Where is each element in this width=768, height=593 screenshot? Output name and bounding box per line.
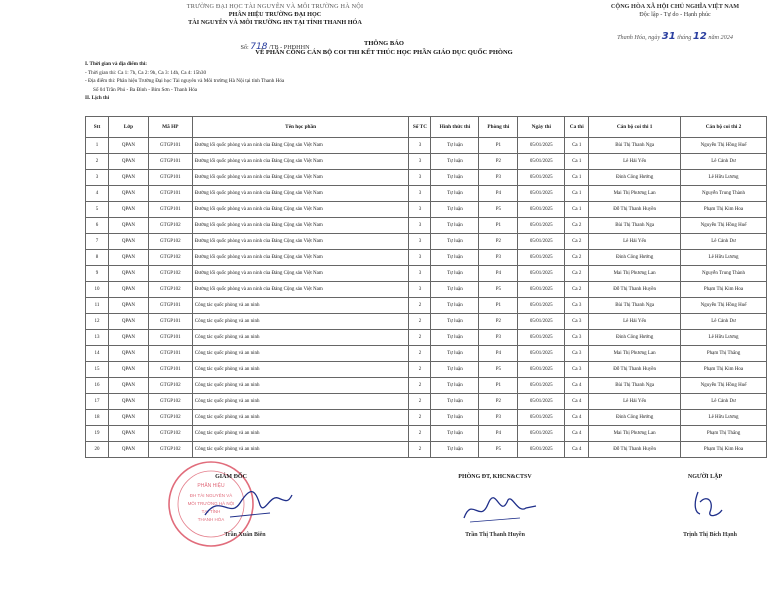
table-cell: GTGP101 <box>148 330 192 346</box>
table-cell: 7 <box>86 234 109 250</box>
table-cell: Ca 4 <box>565 410 589 426</box>
table-cell: Tự luận <box>431 362 479 378</box>
table-cell: Đường lối quốc phòng và an ninh của Đảng Cộng sản Việt Nam <box>192 154 409 170</box>
table-cell: Nguyễn Thị Hồng Huế <box>681 298 767 314</box>
table-cell: Mai Thị Phương Lan <box>589 426 681 442</box>
table-cell: 2 <box>409 330 431 346</box>
table-cell: QPAN <box>108 202 148 218</box>
table-cell: Bùi Thị Thanh Nga <box>589 298 681 314</box>
table-cell: Phạm Thị Kim Hoa <box>681 362 767 378</box>
table-cell: Lê Hữu Lương <box>681 170 767 186</box>
table-row <box>86 346 767 362</box>
table-cell: P1 <box>479 378 518 394</box>
table-cell: 05/01/2025 <box>518 234 565 250</box>
table-row <box>86 202 767 218</box>
table-cell: Công tác quốc phòng và an ninh <box>192 346 409 362</box>
table-cell: Nguyễn Trung Thành <box>681 266 767 282</box>
table-cell: P3 <box>479 410 518 426</box>
table-cell: Đường lối quốc phòng và an ninh của Đảng Cộng sản Việt Nam <box>192 186 409 202</box>
table-cell: Ca 2 <box>565 234 589 250</box>
table-cell: P2 <box>479 314 518 330</box>
table-cell: 2 <box>409 346 431 362</box>
table-cell: Bùi Thị Thanh Nga <box>589 218 681 234</box>
table-cell: GTGP102 <box>148 394 192 410</box>
column-header: Cán bộ coi thi 1 <box>589 117 681 138</box>
table-cell: 05/01/2025 <box>518 346 565 362</box>
table-cell: P4 <box>479 186 518 202</box>
table-cell: 05/01/2025 <box>518 186 565 202</box>
table-cell: Ca 2 <box>565 282 589 298</box>
table-cell: 2 <box>86 154 109 170</box>
svg-text:THANH HÓA: THANH HÓA <box>197 517 225 522</box>
table-cell: 3 <box>409 202 431 218</box>
table-cell: 05/01/2025 <box>518 314 565 330</box>
table-cell: Phạm Thị Thắng <box>681 346 767 362</box>
table-cell: GTGP101 <box>148 138 192 154</box>
table-cell: Ca 3 <box>565 314 589 330</box>
table-cell: Đường lối quốc phòng và an ninh của Đảng Cộng sản Việt Nam <box>192 266 409 282</box>
table-cell: Đường lối quốc phòng và an ninh của Đảng Cộng sản Việt Nam <box>192 234 409 250</box>
nation-name: CỘNG HÒA XÃ HỘI CHỦ NGHĨA VIỆT NAM <box>610 3 740 10</box>
department-signer-name: Trần Thị Thanh Huyền <box>465 532 525 538</box>
table-cell: 05/01/2025 <box>518 218 565 234</box>
table-cell: Công tác quốc phòng và an ninh <box>192 410 409 426</box>
table-cell: 2 <box>409 298 431 314</box>
table-cell: GTGP101 <box>148 170 192 186</box>
table-cell: 05/01/2025 <box>518 410 565 426</box>
table-cell: 05/01/2025 <box>518 170 565 186</box>
exam-address: Số 04 Trần Phú - Ba Đình - Bỉm Sơn - Thanh Hóa <box>93 86 198 93</box>
table-cell: QPAN <box>108 410 148 426</box>
table-cell: QPAN <box>108 234 148 250</box>
table-cell: QPAN <box>108 218 148 234</box>
table-cell: 05/01/2025 <box>518 154 565 170</box>
svg-text:ĐH TÀI NGUYÊN VÀ: ĐH TÀI NGUYÊN VÀ <box>189 493 233 498</box>
table-cell: QPAN <box>108 186 148 202</box>
branch-name: PHÂN HIỆU TRƯỜNG ĐẠI HỌC <box>228 11 322 18</box>
table-cell: 20 <box>86 442 109 458</box>
table-cell: QPAN <box>108 426 148 442</box>
section-1-heading: I. Thời gian và địa điểm thi: <box>85 61 148 67</box>
table-cell: QPAN <box>108 170 148 186</box>
table-cell: 05/01/2025 <box>518 442 565 458</box>
table-cell: 3 <box>409 138 431 154</box>
table-cell: 3 <box>409 234 431 250</box>
table-cell: Tự luận <box>431 330 479 346</box>
table-cell: GTGP102 <box>148 234 192 250</box>
table-cell: Lê Cảnh Dư <box>681 234 767 250</box>
table-cell: Ca 3 <box>565 298 589 314</box>
table-cell: P4 <box>479 346 518 362</box>
exam-time: - Thời gian thi: Ca 1: 7h, Ca 2: 9h, Ca 3: 14h, Ca 4: 15h30 <box>85 69 207 76</box>
table-cell: Đường lối quốc phòng và an ninh của Đảng Cộng sản Việt Nam <box>192 202 409 218</box>
table-cell: Tự luận <box>431 234 479 250</box>
table-cell: QPAN <box>108 394 148 410</box>
table-cell: Ca 1 <box>565 138 589 154</box>
document-number: Số: 718 /TB - PHĐHHN <box>240 42 310 52</box>
table-cell: QPAN <box>108 330 148 346</box>
table-cell: P3 <box>479 330 518 346</box>
table-cell: 05/01/2025 <box>518 378 565 394</box>
table-cell: 05/01/2025 <box>518 138 565 154</box>
table-cell: Ca 3 <box>565 362 589 378</box>
table-cell: Tự luận <box>431 282 479 298</box>
table-cell: Tự luận <box>431 394 479 410</box>
column-header: Hình thức thi <box>431 117 479 138</box>
table-cell: Bùi Thị Thanh Nga <box>589 378 681 394</box>
table-cell: Công tác quốc phòng và an ninh <box>192 378 409 394</box>
table-cell: 3 <box>409 218 431 234</box>
table-cell: 1 <box>86 138 109 154</box>
table-cell: Công tác quốc phòng và an ninh <box>192 298 409 314</box>
table-cell: 05/01/2025 <box>518 282 565 298</box>
table-cell: Đỗ Thị Thanh Huyền <box>589 362 681 378</box>
table-cell: GTGP102 <box>148 282 192 298</box>
table-cell: Ca 3 <box>565 346 589 362</box>
table-cell: P5 <box>479 442 518 458</box>
table-cell: Ca 4 <box>565 426 589 442</box>
preparer-title: NGƯỜI LẬP <box>687 474 723 480</box>
table-cell: 2 <box>409 314 431 330</box>
column-header: Stt <box>86 117 109 138</box>
table-row <box>86 378 767 394</box>
exam-place: - Địa điểm thi: Phân hiệu Trường Đại học Tài nguyên và Môi trường Hà Nội tại tỉnh Thanh Hóa <box>85 78 285 84</box>
table-cell: Đường lối quốc phòng và an ninh của Đảng Cộng sản Việt Nam <box>192 250 409 266</box>
table-cell: QPAN <box>108 298 148 314</box>
table-cell: Phạm Thị Kim Hoa <box>681 282 767 298</box>
section-2-heading: II. Lịch thi <box>85 95 110 101</box>
document-number-handwritten: 718 <box>250 42 268 52</box>
table-cell: QPAN <box>108 250 148 266</box>
table-cell: 3 <box>409 154 431 170</box>
preparer-signature <box>688 488 728 522</box>
header-right <box>585 3 765 42</box>
table-cell: Ca 4 <box>565 378 589 394</box>
table-cell: Lê Cảnh Dư <box>681 394 767 410</box>
table-cell: QPAN <box>108 138 148 154</box>
table-cell: Mai Thị Phương Lan <box>589 346 681 362</box>
table-cell: Phạm Thị Kim Hoa <box>681 442 767 458</box>
table-cell: Lê Cảnh Dư <box>681 154 767 170</box>
table-cell: Lê Hữu Lương <box>681 330 767 346</box>
exam-info <box>85 60 284 103</box>
table-cell: GTGP101 <box>148 346 192 362</box>
date-day: 31 <box>661 31 676 42</box>
table-cell: Ca 2 <box>565 218 589 234</box>
table-cell: Lê Hải Yến <box>589 234 681 250</box>
table-cell: Công tác quốc phòng và an ninh <box>192 394 409 410</box>
table-cell: 2 <box>409 410 431 426</box>
table-cell: 3 <box>409 282 431 298</box>
table-cell: 17 <box>86 394 109 410</box>
table-cell: GTGP102 <box>148 410 192 426</box>
table-cell: Ca 4 <box>565 442 589 458</box>
table-cell: QPAN <box>108 282 148 298</box>
table-cell: Tự luận <box>431 266 479 282</box>
table-cell: Đường lối quốc phòng và an ninh của Đảng Cộng sản Việt Nam <box>192 170 409 186</box>
table-row <box>86 314 767 330</box>
table-cell: 2 <box>409 378 431 394</box>
table-cell: Đinh Công Hướng <box>589 170 681 186</box>
table-row <box>86 170 767 186</box>
table-cell: P1 <box>479 218 518 234</box>
table-cell: Ca 1 <box>565 170 589 186</box>
table-cell: Nguyễn Thị Hồng Huế <box>681 138 767 154</box>
table-cell: Nguyễn Trung Thành <box>681 186 767 202</box>
table-cell: P1 <box>479 138 518 154</box>
table-cell: 3 <box>86 170 109 186</box>
table-cell: Tự luận <box>431 346 479 362</box>
table-cell: 3 <box>409 186 431 202</box>
table-cell: Nguyễn Thị Hồng Huế <box>681 218 767 234</box>
table-cell: Đường lối quốc phòng và an ninh của Đảng Cộng sản Việt Nam <box>192 218 409 234</box>
table-cell: P3 <box>479 170 518 186</box>
table-cell: P4 <box>479 266 518 282</box>
table-cell: 2 <box>409 362 431 378</box>
table-cell: 4 <box>86 186 109 202</box>
table-row <box>86 426 767 442</box>
table-cell: Công tác quốc phòng và an ninh <box>192 362 409 378</box>
table-cell: 3 <box>409 170 431 186</box>
table-cell: Đường lối quốc phòng và an ninh của Đảng Cộng sản Việt Nam <box>192 282 409 298</box>
table-cell: P2 <box>479 394 518 410</box>
title-line-1: THÔNG BÁO <box>364 40 404 47</box>
table-cell: 05/01/2025 <box>518 330 565 346</box>
table-cell: 13 <box>86 330 109 346</box>
table-row <box>86 394 767 410</box>
table-cell: QPAN <box>108 442 148 458</box>
table-cell: GTGP102 <box>148 250 192 266</box>
column-header: Cán bộ coi thi 2 <box>681 117 767 138</box>
table-cell: Tự luận <box>431 314 479 330</box>
table-cell: 16 <box>86 378 109 394</box>
title-line-2: VỀ PHÂN CÔNG CÁN BỘ COI THI KẾT THÚC HỌC PHẦN GIÁO DỤC QUỐC PHÒNG <box>255 49 513 56</box>
table-cell: 10 <box>86 282 109 298</box>
table-cell: QPAN <box>108 378 148 394</box>
table-cell: GTGP102 <box>148 426 192 442</box>
table-cell: 05/01/2025 <box>518 426 565 442</box>
column-header: Phòng thi <box>479 117 518 138</box>
table-cell: Công tác quốc phòng và an ninh <box>192 442 409 458</box>
branch-name-2: TÀI NGUYÊN VÀ MÔI TRƯỜNG HN TẠI TỈNH THANH HÓA <box>188 19 362 26</box>
table-cell: P5 <box>479 282 518 298</box>
table-cell: Đỗ Thị Thanh Huyền <box>589 282 681 298</box>
exam-schedule-table <box>85 116 767 458</box>
table-cell: Nguyễn Thị Hồng Huế <box>681 378 767 394</box>
date-month: 12 <box>692 31 707 42</box>
table-cell: 05/01/2025 <box>518 250 565 266</box>
table-cell: Lê Hải Yến <box>589 394 681 410</box>
table-cell: 15 <box>86 362 109 378</box>
table-row <box>86 250 767 266</box>
table-cell: Lê Cảnh Dư <box>681 314 767 330</box>
table-cell: 2 <box>409 394 431 410</box>
table-cell: Bùi Thị Thanh Nga <box>589 138 681 154</box>
column-header: Ngày thi <box>518 117 565 138</box>
table-cell: Mai Thị Phương Lan <box>589 186 681 202</box>
table-header-row <box>86 117 767 138</box>
table-cell: Lê Hải Yến <box>589 314 681 330</box>
svg-text:TẠI TỈNH: TẠI TỈNH <box>201 509 221 514</box>
table-cell: Phạm Thị Thắng <box>681 426 767 442</box>
table-cell: Tự luận <box>431 410 479 426</box>
table-cell: QPAN <box>108 154 148 170</box>
table-cell: Tự luận <box>431 298 479 314</box>
table-cell: Tự luận <box>431 202 479 218</box>
table-cell: 8 <box>86 250 109 266</box>
table-row <box>86 442 767 458</box>
table-cell: GTGP102 <box>148 442 192 458</box>
table-cell: P4 <box>479 426 518 442</box>
table-row <box>86 218 767 234</box>
table-cell: Tự luận <box>431 218 479 234</box>
table-cell: 12 <box>86 314 109 330</box>
svg-text:MÔI TRƯỜNG HÀ NỘI: MÔI TRƯỜNG HÀ NỘI <box>187 501 235 506</box>
table-cell: P2 <box>479 234 518 250</box>
table-cell: 19 <box>86 426 109 442</box>
table-row <box>86 282 767 298</box>
table-cell: Lê Hữu Lương <box>681 250 767 266</box>
table-cell: 2 <box>409 426 431 442</box>
table-cell: 05/01/2025 <box>518 362 565 378</box>
table-cell: Ca 1 <box>565 186 589 202</box>
table-cell: GTGP101 <box>148 362 192 378</box>
document-date: Thanh Hóa, ngày 31 tháng 12 năm 2024 <box>617 31 733 42</box>
table-row <box>86 154 767 170</box>
table-row <box>86 234 767 250</box>
table-cell: Đường lối quốc phòng và an ninh của Đảng Cộng sản Việt Nam <box>192 138 409 154</box>
table-cell: 11 <box>86 298 109 314</box>
table-cell: QPAN <box>108 266 148 282</box>
table-cell: P2 <box>479 154 518 170</box>
table-cell: GTGP101 <box>148 186 192 202</box>
table-cell: Công tác quốc phòng và an ninh <box>192 330 409 346</box>
department-signature <box>460 490 540 526</box>
table-cell: GTGP102 <box>148 266 192 282</box>
table-cell: Tự luận <box>431 442 479 458</box>
table-cell: Ca 4 <box>565 394 589 410</box>
director-title: GIÁM ĐỐC <box>215 474 247 480</box>
column-header: Số TC <box>409 117 431 138</box>
director-signature <box>197 483 295 523</box>
national-motto: Độc lập - Tự do - Hạnh phúc <box>639 11 711 18</box>
table-cell: Đinh Công Hướng <box>589 410 681 426</box>
director-name: Trần Xuân Biên <box>224 532 266 538</box>
table-cell: Tự luận <box>431 378 479 394</box>
table-cell: Công tác quốc phòng và an ninh <box>192 314 409 330</box>
table-cell: 05/01/2025 <box>518 298 565 314</box>
table-row <box>86 138 767 154</box>
table-cell: QPAN <box>108 346 148 362</box>
table-cell: 05/01/2025 <box>518 266 565 282</box>
table-cell: Ca 1 <box>565 202 589 218</box>
table-cell: 14 <box>86 346 109 362</box>
table-cell: GTGP102 <box>148 218 192 234</box>
table-cell: P5 <box>479 202 518 218</box>
table-cell: GTGP101 <box>148 314 192 330</box>
table-cell: Tự luận <box>431 138 479 154</box>
table-cell: Tự luận <box>431 170 479 186</box>
table-cell: GTGP101 <box>148 202 192 218</box>
table-cell: 5 <box>86 202 109 218</box>
document-title <box>0 39 768 57</box>
table-cell: Đỗ Thị Thanh Huyền <box>589 202 681 218</box>
table-cell: P5 <box>479 362 518 378</box>
column-header: Ca thi <box>565 117 589 138</box>
table-cell: QPAN <box>108 362 148 378</box>
table-row <box>86 186 767 202</box>
table-cell: Mai Thị Phương Lan <box>589 266 681 282</box>
table-row <box>86 330 767 346</box>
table-cell: Ca 2 <box>565 266 589 282</box>
table-cell: 3 <box>409 250 431 266</box>
table-cell: GTGP101 <box>148 298 192 314</box>
table-cell: GTGP102 <box>148 378 192 394</box>
table-row <box>86 410 767 426</box>
table-row <box>86 298 767 314</box>
table-cell: Công tác quốc phòng và an ninh <box>192 426 409 442</box>
table-row <box>86 266 767 282</box>
table-cell: Tự luận <box>431 250 479 266</box>
svg-text:PHÂN HIỆU: PHÂN HIỆU <box>197 483 225 489</box>
table-cell: Đinh Công Hướng <box>589 330 681 346</box>
table-cell: 2 <box>409 442 431 458</box>
table-cell: Tự luận <box>431 426 479 442</box>
table-row <box>86 362 767 378</box>
column-header: Mã HP <box>148 117 192 138</box>
table-cell: Ca 2 <box>565 250 589 266</box>
table-cell: Lê Hải Yến <box>589 154 681 170</box>
table-cell: P1 <box>479 298 518 314</box>
table-cell: Ca 3 <box>565 330 589 346</box>
table-cell: Ca 1 <box>565 154 589 170</box>
table-cell: P3 <box>479 250 518 266</box>
table-cell: 9 <box>86 266 109 282</box>
table-cell: Đỗ Thị Thanh Huyền <box>589 442 681 458</box>
department-title: PHÒNG ĐT, KHCN&CTSV <box>458 474 532 480</box>
table-cell: QPAN <box>108 314 148 330</box>
table-cell: Đinh Công Hướng <box>589 250 681 266</box>
table-cell: 05/01/2025 <box>518 394 565 410</box>
table-cell: 3 <box>409 266 431 282</box>
table-cell: Lê Hữu Lương <box>681 410 767 426</box>
table-cell: Phạm Thị Kim Hoa <box>681 202 767 218</box>
university-name: TRƯỜNG ĐẠI HỌC TÀI NGUYÊN VÀ MÔI TRƯỜNG HÀ NỘI <box>186 3 364 10</box>
table-cell: 18 <box>86 410 109 426</box>
table-cell: GTGP101 <box>148 154 192 170</box>
preparer-name: Trịnh Thị Bích Hạnh <box>683 532 737 538</box>
table-cell: Tự luận <box>431 186 479 202</box>
column-header: Tên học phần <box>192 117 409 138</box>
table-cell: 05/01/2025 <box>518 202 565 218</box>
table-cell: 6 <box>86 218 109 234</box>
table-cell: Tự luận <box>431 154 479 170</box>
column-header: Lớp <box>108 117 148 138</box>
